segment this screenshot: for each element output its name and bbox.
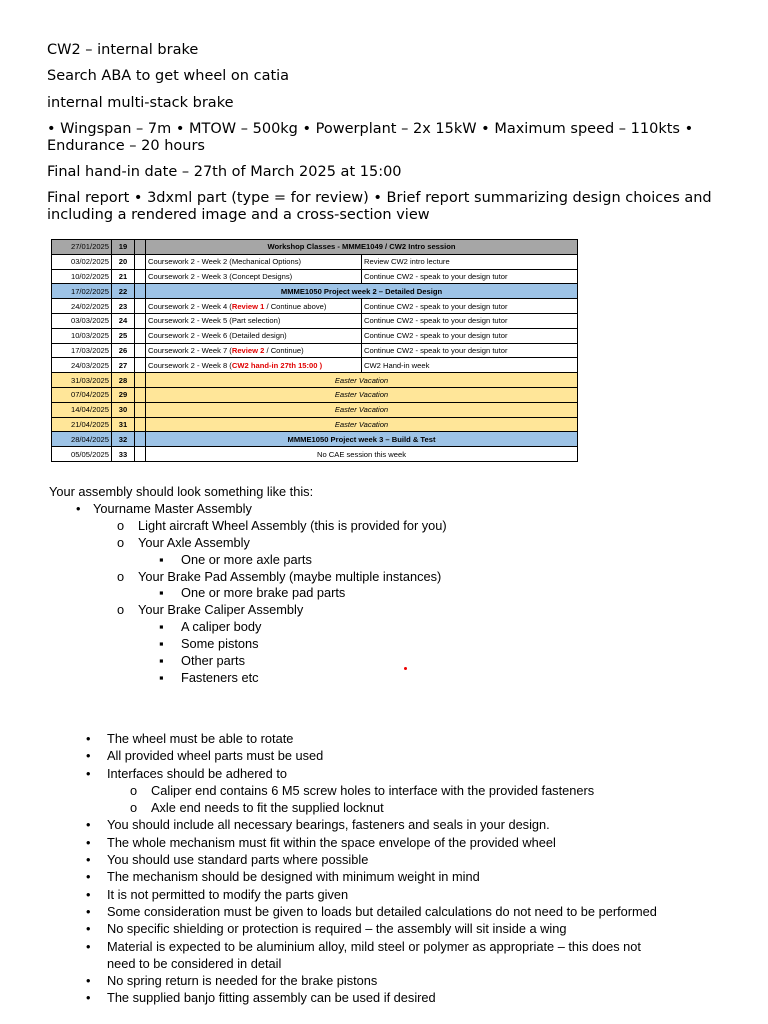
row-date: 17/03/2025	[52, 343, 112, 358]
row-date: 10/03/2025	[52, 328, 112, 343]
list-item	[86, 816, 726, 833]
row-date: 24/02/2025	[52, 299, 112, 314]
square-bullet: ▪	[159, 636, 164, 652]
table-row	[52, 240, 578, 255]
requirement: No specific shielding or protection is required – the assembly will sit inside a wing	[107, 921, 567, 937]
list-item	[49, 552, 447, 569]
row-week: 21	[112, 269, 135, 284]
schedule-table	[51, 239, 578, 462]
requirement: The mechanism should be designed with minimum weight in mind	[107, 869, 480, 885]
row-activity: Coursework 2 - Week 8 (CW2 hand-in 27th 15:00 )	[146, 358, 362, 373]
disc-bullet: •	[86, 938, 91, 954]
table-row	[52, 299, 578, 314]
disc-bullet: •	[86, 731, 91, 746]
square-bullet: ▪	[159, 669, 164, 685]
stray-red-dot	[404, 667, 407, 670]
row-date: 05/05/2025	[52, 447, 112, 462]
requirement: The whole mechanism must fit within the space envelope of the provided wheel	[107, 834, 556, 850]
requirement: You should include all necessary bearings, fasteners and seals in your design.	[107, 817, 550, 833]
row-activity: Coursework 2 - Week 7 (Review 2 / Continue)	[146, 343, 362, 358]
list-item	[86, 938, 667, 973]
requirement: The wheel must be able to rotate	[107, 731, 294, 746]
circle-bullet: o	[117, 602, 125, 618]
review-flag: Review 1	[231, 301, 265, 311]
list-item	[49, 602, 447, 619]
review-flag: Review 2	[231, 345, 265, 355]
row-merged: Workshop Classes - MMME1049 / CW2 Intro session	[146, 240, 578, 255]
row-merged: Easter Vacation	[146, 373, 578, 388]
list-item	[49, 535, 447, 552]
axle-assembly: Your Axle Assembly	[138, 534, 250, 550]
table-row	[52, 432, 578, 447]
row-note: CW2 Hand-in week	[362, 358, 578, 373]
caliper-item: A caliper body	[181, 619, 262, 635]
row-week: 29	[112, 387, 135, 402]
requirement: Axle end needs to fit the supplied locknut	[151, 800, 384, 816]
list-item	[86, 989, 726, 1006]
disc-bullet: •	[86, 765, 91, 781]
requirement: Caliper end contains 6 M5 screw holes to interface with the provided fasteners	[151, 782, 595, 798]
row-note: Continue CW2 - speak to your design tutor	[362, 343, 578, 358]
list-item	[49, 585, 447, 602]
row-week: 20	[112, 254, 135, 269]
row-week: 27	[112, 358, 135, 373]
list-item	[86, 834, 726, 851]
row-activity: Coursework 2 - Week 5 (Part selection)	[146, 313, 362, 328]
requirement: Some consideration must be given to loads but detailed calculations do not need to be performed	[107, 903, 657, 919]
row-week: 19	[112, 240, 135, 255]
row-date: 14/04/2025	[52, 402, 112, 417]
row-activity: Coursework 2 - Week 4 (Review 1 / Continue above)	[146, 299, 362, 314]
brake-pad-assembly: Your Brake Pad Assembly (maybe multiple instances)	[138, 568, 442, 584]
row-date: 17/02/2025	[52, 284, 112, 299]
list-item	[86, 765, 726, 782]
row-week: 32	[112, 432, 135, 447]
table-row	[52, 417, 578, 432]
disc-bullet: •	[86, 886, 91, 902]
table-row	[52, 387, 578, 402]
search-note: Search ABA to get wheel on catia	[47, 68, 290, 84]
row-week: 33	[112, 447, 135, 462]
row-note: Review CW2 intro lecture	[362, 254, 578, 269]
circle-bullet: o	[117, 517, 125, 533]
disc-bullet: •	[86, 903, 91, 919]
disc-bullet: •	[86, 869, 91, 885]
caliper-item: Fasteners etc	[181, 669, 259, 685]
table-row	[52, 343, 578, 358]
table-row	[52, 328, 578, 343]
row-note: Continue CW2 - speak to your design tutor	[362, 313, 578, 328]
requirements-list	[86, 730, 726, 1007]
row-week: 28	[112, 373, 135, 388]
row-merged: Easter Vacation	[146, 387, 578, 402]
square-bullet: ▪	[159, 619, 164, 635]
requirement: It is not permitted to modify the parts given	[107, 886, 349, 902]
table-row	[52, 284, 578, 299]
specs-line: • Wingspan – 7m • MTOW – 500kg • Powerplant – 2x 15kW • Maximum speed – 110kts • Endurance – 20 hours	[47, 121, 694, 154]
list-item	[86, 903, 726, 920]
table-row	[52, 358, 578, 373]
disc-bullet: •	[86, 921, 91, 937]
doc-title: CW2 – internal brake	[47, 42, 199, 58]
list-item	[49, 501, 447, 518]
row-note: Continue CW2 - speak to your design tutor	[362, 299, 578, 314]
row-date: 21/04/2025	[52, 417, 112, 432]
requirement: Material is expected to be aluminium alloy, mild steel or polymer as appropriate – this does not need to be considered in detail	[107, 938, 641, 971]
row-week: 22	[112, 284, 135, 299]
table-row	[52, 254, 578, 269]
table-row	[52, 373, 578, 388]
caliper-item: Other parts	[181, 653, 246, 669]
square-bullet: ▪	[159, 585, 164, 601]
circle-bullet: o	[130, 800, 138, 816]
list-item	[86, 782, 726, 799]
disc-bullet: •	[86, 748, 91, 764]
disc-bullet: •	[86, 973, 91, 989]
list-item	[86, 886, 726, 903]
list-item	[49, 670, 447, 687]
square-bullet: ▪	[159, 653, 164, 669]
row-date: 03/02/2025	[52, 254, 112, 269]
handin-flag: CW2 hand-in 27th 15:00 )	[231, 360, 323, 370]
requirement: No spring return is needed for the brake pistons	[107, 973, 378, 989]
requirement: Interfaces should be adhered to	[107, 765, 287, 781]
row-merged: MMME1050 Project week 2 – Detailed Design	[146, 284, 578, 299]
row-merged: No CAE session this week	[146, 447, 578, 462]
row-date: 07/04/2025	[52, 387, 112, 402]
row-date: 28/04/2025	[52, 432, 112, 447]
row-date: 10/02/2025	[52, 269, 112, 284]
row-merged: MMME1050 Project week 3 – Build & Test	[146, 432, 578, 447]
circle-bullet: o	[130, 782, 138, 798]
disc-bullet: •	[86, 990, 91, 1006]
row-merged: Easter Vacation	[146, 402, 578, 417]
row-activity: Coursework 2 - Week 2 (Mechanical Options)	[146, 254, 362, 269]
brake-type: internal multi-stack brake	[47, 95, 234, 111]
list-item	[49, 636, 447, 653]
list-item	[86, 972, 726, 989]
list-item	[49, 569, 447, 586]
row-date: 24/03/2025	[52, 358, 112, 373]
row-week: 30	[112, 402, 135, 417]
row-week: 31	[112, 417, 135, 432]
row-date: 03/03/2025	[52, 313, 112, 328]
wheel-assembly: Light aircraft Wheel Assembly (this is provided for you)	[138, 517, 447, 533]
disc-bullet: •	[86, 817, 91, 833]
brake-pad-parts: One or more brake pad parts	[181, 585, 346, 601]
row-activity: Coursework 2 - Week 6 (Detailed design)	[146, 328, 362, 343]
row-merged: Easter Vacation	[146, 417, 578, 432]
axle-parts: One or more axle parts	[181, 551, 312, 567]
row-note: Continue CW2 - speak to your design tutor	[362, 269, 578, 284]
caliper-assembly: Your Brake Caliper Assembly	[138, 602, 304, 618]
table-row	[52, 269, 578, 284]
circle-bullet: o	[117, 568, 125, 584]
row-week: 25	[112, 328, 135, 343]
row-note: Continue CW2 - speak to your design tutor	[362, 328, 578, 343]
row-week: 23	[112, 299, 135, 314]
caliper-item: Some pistons	[181, 636, 259, 652]
requirement: All provided wheel parts must be used	[107, 748, 324, 764]
list-item	[86, 730, 726, 747]
row-date: 27/01/2025	[52, 240, 112, 255]
row-week: 26	[112, 343, 135, 358]
list-item	[86, 851, 726, 868]
report-requirements: Final report • 3dxml part (type = for review) • Brief report summarizing design choices and including a rendered image and a cross-section view	[47, 190, 712, 223]
list-item	[86, 747, 726, 764]
disc-bullet: •	[76, 500, 81, 516]
requirement: You should use standard parts where possible	[107, 852, 369, 868]
master-assembly: Yourname Master Assembly	[93, 500, 252, 516]
table-row	[52, 313, 578, 328]
list-item	[86, 868, 726, 885]
square-bullet: ▪	[159, 551, 164, 567]
list-item	[86, 920, 726, 937]
requirement: The supplied banjo fitting assembly can be used if desired	[107, 990, 436, 1006]
row-week: 24	[112, 313, 135, 328]
list-item	[49, 653, 447, 670]
assembly-intro: Your assembly should look something like this:	[49, 484, 314, 499]
list-item	[49, 619, 447, 636]
list-item	[86, 799, 726, 816]
assembly-structure	[49, 484, 447, 687]
disc-bullet: •	[86, 852, 91, 868]
list-item	[49, 518, 447, 535]
circle-bullet: o	[117, 534, 125, 550]
row-date: 31/03/2025	[52, 373, 112, 388]
handin-date: Final hand-in date – 27th of March 2025 at 15:00	[47, 164, 402, 180]
table-row	[52, 447, 578, 462]
table-row	[52, 402, 578, 417]
row-activity: Coursework 2 - Week 3 (Concept Designs)	[146, 269, 362, 284]
disc-bullet: •	[86, 834, 91, 850]
